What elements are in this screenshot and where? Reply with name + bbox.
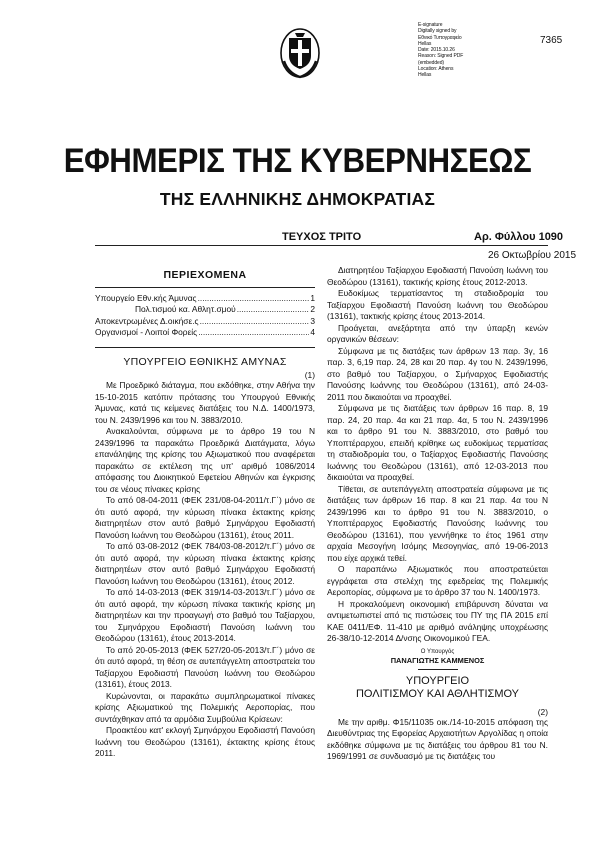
gazette-subtitle: ΤΗΣ ΕΛΛΗΝΙΚΗΣ ΔΗΜΟΚΡΑΤΙΑΣ	[159, 189, 436, 209]
toc-bottom-rule	[95, 347, 315, 348]
stamp-line: Hellas	[418, 72, 432, 79]
section1-title: ΥΠΟΥΡΓΕΙΟ ΕΘΝΙΚΗΣ ΑΜΥΝΑΣ	[123, 355, 287, 368]
toc-leader	[198, 327, 309, 339]
body-paragraph: Ανακαλούνται, σύμφωνα με το άρθρο 19 του Ν 2439/1996 τα παρακάτω Προεδρικά Διατάγματα, λόγω επανάληψης της κρίσης του Αξιωματικού που αναφέρεται παρακάτω σε εκτέλεση της υπ' αριθμό 1086/2014 απόφασης του Διοικητικού Εφετείου Αθηνών και έγκρισης του σε νέους πίνακες κρίσης	[95, 426, 315, 494]
gazette-title: ΕΦΗΜΕΡΙΣ ΤΗΣ ΚΥΒΕΡΝΗΣΕΩΣ	[63, 142, 532, 180]
body-paragraph: Προάγεται, ανεξάρτητα από την ύπαρξη κενών οργανικών θέσεων:	[327, 322, 548, 344]
toc-item-page: 1	[310, 292, 315, 303]
stamp-line: Εθνικό Τυπογραφείο	[418, 34, 462, 41]
body-paragraph: Ευδοκίμως τερματίσαντος τη σταδιοδρομία του Ταξίαρχου Εφοδιαστή Πανούση Ιωάννη του Θεοδώρου (13161), τακτικής κρίσης έτους 2013-2014.	[327, 288, 548, 321]
toc-leader	[237, 304, 310, 316]
toc-item-page: 3	[310, 315, 315, 326]
stamp-line: Hellas	[418, 40, 432, 47]
toc-item[interactable]	[95, 293, 315, 305]
page-number: 7365	[540, 35, 563, 46]
toc-item-label: Υπουργείο Εθν.κής Άμυνας	[95, 292, 197, 303]
body-paragraph: Το από 14-03-2013 (ΦΕΚ 319/14-03-2013/τ.Γ΄) μόνο σε ότι αυτό αφορά, την κύρωση πίνακα τακτικής κρίσης μη διατηρητέων και την προαγωγή στο βαθμό του Ταξίαρχου, του Σμηνάρχου Εφοδιαστή Πανούση Ιωάννη του Θεοδώρου (13161), έτους 2013-2014.	[95, 587, 315, 643]
stamp-line: E-signature	[418, 22, 443, 28]
issue-date: 26 Οκτωβρίου 2015	[488, 250, 577, 261]
stamp-line: Date: 2015.10.26	[418, 47, 455, 54]
toc-item-label: Αποκεντρωμένες Δ.οικήσε.ς	[95, 315, 199, 326]
stamp-line: (embedded)	[418, 59, 444, 66]
signer-name: ΠΑΝΑΓΙΩΤΗΣ ΚΑΜΜΕΝΟΣ	[390, 655, 485, 665]
section1-number: (1)	[304, 370, 315, 380]
section2-title-line1: ΥΠΟΥΡΓΕΙΟ	[405, 674, 470, 687]
toc-item-page: 4	[310, 327, 315, 337]
stamp-line: Reason: Signed PDF	[418, 53, 464, 60]
body-paragraph: Σύμφωνα με τις διατάξεις των άρθρων 13 παρ. 3γ, 16 παρ. 3, 6,19 παρ. 24, 28 και 20 παρ. 4γ του Ν. 2439/1996, στο βαθμό του Ταξίαρχου, ο Σμήναρχος Εφοδιαστής Πανούσης Ιωάννης του Θεοδώρου (13161), από 24-03-2011 που δικαιούται να προαχθεί.	[327, 345, 548, 402]
body-paragraph: Προακτέου κατ' εκλογή Σμηνάρχου Εφοδιαστή Πανούση Ιωάννη του Θεοδώρου (13161), έκτακτης κρίσης έτους 2011.	[95, 725, 315, 758]
body-paragraph: Διατηρητέου Ταξίαρχου Εφοδιαστή Πανούση Ιωάννη του Θεοδώρου (13161), τακτικής κρίσης έτους 2012-2013.	[327, 265, 548, 287]
stamp-line: Digitally signed by	[418, 28, 457, 35]
toc-item[interactable]	[95, 304, 315, 316]
section2-title-line2: ΠΟΛΙΤΙΣΜΟΥ ΚΑΙ ΑΘΛΗΤΙΣΜΟΥ	[355, 687, 520, 700]
left-column	[95, 270, 315, 760]
body-paragraph: Με Προεδρικό διάταγμα, που εκδόθηκε, στην Αθήνα την 15-10-2015 κατόπιν πρότασης του Υπουργού Εθνικής Άμυνας, κατά τις κείμενες διατάξεις του Ν.Δ. 1400/1973, του Ν. 2439/1996 και του Ν. 3883/2010.	[95, 380, 315, 425]
header-rule	[95, 245, 548, 246]
toc-item[interactable]	[95, 327, 315, 339]
body-paragraph: Το από 03-08-2012 (ΦΕΚ 784/03-08-2012/τ.Γ΄) μόνο σε ότι αυτό αφορά, την κύρωση πίνακα έκτακτης κρίσης διατηρητέων στον αυτό βαθμό Σμηνάρχου Εφοδιαστή Πανούση Ιωάννη του Θεοδώρου (13161), έτους 2012.	[95, 541, 315, 586]
toc-heading: ΠΕΡΙΕΧΟΜΕΝΑ	[163, 269, 247, 281]
toc-leader	[198, 293, 310, 305]
issue-number: Αρ. Φύλλου 1090	[474, 231, 564, 243]
body-paragraph: Τίθεται, σε αυτεπάγγελτη αποστρατεία σύμφωνα με τις διατάξεις των άρθρων 16 παρ. 8 και 21 παρ. 4α του Ν 2439/1996 και το άρθρο 91 του Ν. 3883/2010, ο Υποπτέραρχος Εφοδιαστής Πανούσης Ιωάννης του Θεοδώρου (13161), που γεννήθηκε το έτος 1961 στην αρχαία Μεσογήνη Ισόμης Μεσογηνίας, από 19-06-2013 που είχε αρχικά τεθεί.	[327, 483, 548, 563]
digital-signature-stamp	[418, 22, 480, 80]
section2-number: (2)	[537, 706, 548, 717]
issue-series: ΤΕΥΧΟΣ ΤΡΙΤΟ	[282, 231, 362, 243]
toc-item[interactable]	[95, 316, 315, 328]
body-paragraph: Το από 08-04-2011 (ΦΕΚ 231/08-04-2011/τ.Γ΄) μόνο σε ότι αυτό αφορά, την κύρωση πίνακα έκτακτης κρίσης διατηρητέων στον αυτό βαθμό Σμηνάρχου Εφοδιαστή Πανούση Ιωάννη του Θεοδώρου (13161), έτους 2011.	[95, 495, 315, 540]
toc-item-page: 2	[310, 304, 315, 314]
greek-coat-of-arms-icon	[278, 23, 322, 79]
toc-leader	[200, 316, 310, 328]
right-column	[327, 265, 548, 763]
toc-item-label: Πολ.τισμού κα. Αθλητ.σμού	[135, 304, 236, 314]
body-paragraph: Το από 20-05-2013 (ΦΕΚ 527/20-05-2013/τ.Γ΄) μόνο σε ότι αυτό αφορά, τη θέση σε αυτεπάγγελτη αποστρατεία του Ταξίαρχου Εφοδιαστή Πανούση Ιωάννη του Θεοδώρου (13161), έτους 2013.	[95, 644, 315, 689]
section-divider	[418, 669, 458, 670]
body-paragraph: Με την αριθμ. Φ15/11035 οικ./14-10-2015 απόφαση της Διευθύντριας της Εφορείας Αρχαιοτήτων Αργολίδας η οποία εκδόθηκε σύμφωνα με τις διατάξεις του άρθρου 81 του Ν. 1969/1991 σε συνδυασμό με τις διατάξεις του	[327, 716, 548, 761]
body-paragraph: Ο παραπάνω Αξιωματικός που αποστρατεύεται εγγράφεται στα στελέχη της εφεδρείας της Πολεμικής Αεροπορίας, σύμφωνα με το άρθρο 37 του Ν. 1400/1973.	[327, 564, 548, 597]
body-paragraph: Σύμφωνα με τις διατάξεις των άρθρων 16 παρ. 8, 19 παρ. 24, 20 παρ. 4α και 21 παρ. 4α, 5 του Ν. 2439/1996 και το άρθρο 91 του Ν. 3883/2010, στο βαθμό του Υποπτέραρχου, επειδή κρίθηκε ως ευδοκίμως τερματίσας τη σταδιοδρομία του, ο Ταξίαρχος Εφοδιαστής Πανούσης Ιωάννης του Θεοδώρου (13161), από 12-03-2013 που δικαιούται να προαχθεί.	[327, 403, 548, 482]
toc-rule	[95, 287, 315, 288]
signer-role: Ο Υπουργός	[420, 648, 455, 655]
toc-item-label: Οργανισμοί - Λοιποί Φορείς	[95, 327, 198, 337]
stamp-line: Location: Athens	[418, 66, 454, 73]
body-paragraph: Κυρώνονται, οι παρακάτω συμπληρωματικοί πίνακες κρίσης Αξιωματικού της Πολεμικής Αεροπορίας, που συντάχθηκαν από τα αρμόδια Συμβούλια Κρίσεων:	[95, 690, 315, 724]
body-paragraph: Η προκαλούμενη οικονομική επιβάρυνση δύναται να αντιμετωπιστεί από τις πιστώσεις του ΠΥ της ΠΑ 2015 επί ΚΑΕ 0411/ΕΦ. 11-410 με αριθμό ανάληψης υποχρέωσης 26-38/10-12-2014 Δ/νσης Οικονομικού ΓΕΑ.	[327, 598, 548, 643]
